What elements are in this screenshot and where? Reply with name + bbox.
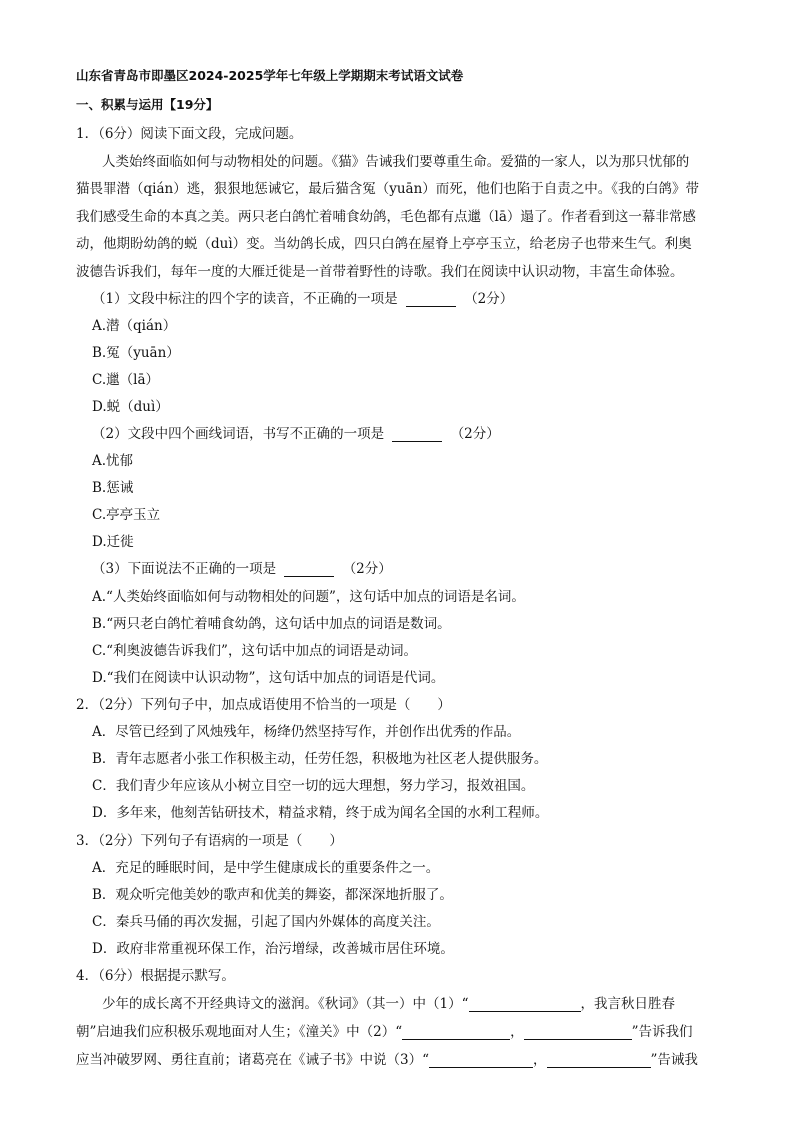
dictation-blank-1[interactable]: [469, 997, 581, 1012]
dictation-text: ”告诫我: [650, 1052, 698, 1068]
sub-question-1-score: （2分）: [464, 291, 514, 307]
passage-line-2: 猫畏罪潜（qián）逃，狠狠地惩诫它，最后猫含冤（yuān）而死，他们也陷于自责之中。《我的白鸽》带: [76, 181, 700, 197]
option-a: A.“人类始终面临如何与动物相处的问题”，这句话中加点的词语是名词。: [92, 589, 525, 605]
option-d: D.“我们在阅读中认识动物”，这句话中加点的词语是代词。: [92, 670, 445, 686]
sub-question-1: [92, 287, 513, 307]
option-d: D．多年来，他刻苦钻研技术，精益求精，终于成为闻名全国的水利工程师。: [92, 805, 549, 821]
sub-question-3-stem: （3）下面说法不正确的一项是: [92, 561, 277, 577]
option-b: B.惩诫: [92, 480, 134, 496]
question-3-stem: 3．（2分）下列句子有语病的一项是（ ）: [76, 833, 343, 849]
option-a: A.忧郁: [92, 453, 134, 469]
dictation-text: ，我言秋日胜春: [580, 996, 675, 1012]
dictation-blank-2a[interactable]: [402, 1025, 510, 1040]
option-c: C.邋（lā）: [92, 372, 160, 388]
option-d: D.迁徙: [92, 534, 134, 550]
option-a: A．尽管已经到了风烛残年，杨绛仍然坚持写作，并创作出优秀的作品。: [92, 724, 521, 740]
document-title: 山东省青岛市即墨区2024-2025学年七年级上学期期末考试语文试卷: [76, 68, 464, 83]
dictation-line-2: [76, 1020, 693, 1040]
option-c: C．我们青少年应该从小树立目空一切的远大理想，努力学习，报效祖国。: [92, 778, 535, 794]
dictation-text: 朝”启迪我们应积极乐观地面对人生；《潼关》中（2）“: [76, 1024, 403, 1040]
option-a: A．充足的睡眠时间，是中学生健康成长的重要条件之一。: [92, 860, 440, 876]
option-d: D.蜕（duì）: [92, 399, 169, 415]
dictation-line-3: [76, 1048, 698, 1068]
dictation-blank-3b[interactable]: [547, 1053, 651, 1068]
option-a: A.潜（qián）: [92, 318, 177, 334]
sub-question-2-score: （2分）: [450, 426, 500, 442]
dictation-text: ”告诉我们: [631, 1024, 693, 1040]
option-b: B.冤（yuān）: [92, 345, 180, 361]
dictation-text: 应当冲破罗网、勇往直前；诸葛亮在《诫子书》中说（3）“: [76, 1052, 429, 1068]
answer-blank[interactable]: [406, 292, 456, 307]
dictation-text: ，: [533, 1052, 547, 1068]
option-c: C.亭亭玉立: [92, 507, 161, 523]
option-b: B．青年志愿者小张工作积极主动，任劳任怨，积极地为社区老人提供服务。: [92, 751, 548, 767]
answer-blank[interactable]: [392, 427, 442, 442]
option-c: C．秦兵马俑的再次发掘，引起了国内外媒体的高度关注。: [92, 914, 440, 930]
sub-question-1-stem: （1）文段中标注的四个字的读音，不正确的一项是: [92, 291, 398, 307]
dictation-blank-2b[interactable]: [524, 1025, 632, 1040]
answer-blank[interactable]: [284, 562, 334, 577]
dictation-text: 少年的成长离不开经典诗文的滋润。《秋词》（其一）中（1）“: [102, 996, 469, 1012]
option-b: B.“两只老白鸽忙着哺食幼鸽，这句话中加点的词语是数词。: [92, 616, 451, 632]
option-c: C.“利奥波德告诉我们”，这句话中加点的词语是动词。: [92, 643, 417, 659]
question-4-stem: 4．（6分）根据提示默写。: [76, 968, 235, 984]
dictation-blank-3a[interactable]: [429, 1053, 533, 1068]
section-heading: 一、积累与运用【19分】: [76, 97, 219, 112]
sub-question-2-stem: （2）文段中四个画线词语，书写不正确的一项是: [92, 426, 385, 442]
option-b: B．观众听完他美妙的歌声和优美的舞姿，都深深地折服了。: [92, 887, 453, 903]
sub-question-3: [92, 557, 392, 577]
passage-line-1: 人类始终面临如何与动物相处的问题。《猫》告诫我们要尊重生命。爱猫的一家人，以为那只忧郁的: [102, 154, 690, 170]
sub-question-2: [92, 422, 500, 442]
question-2-stem: 2．（2分）下列句子中，加点成语使用不恰当的一项是（ ）: [76, 697, 451, 713]
question-1-stem: 1．（6分）阅读下面文段，完成问题。: [76, 126, 303, 142]
passage-line-4: 动，他期盼幼鸽的蜕（duì）变。当幼鸽长成，四只白鸽在屋脊上亭亭玉立，给老房子也带来生气。利奥: [76, 236, 692, 252]
option-d: D．政府非常重视环保工作，治污增绿，改善城市居住环境。: [92, 941, 454, 957]
dictation-text: ，: [510, 1024, 524, 1040]
passage-line-5: 波德告诉我们，每年一度的大雁迁徙是一首带着野性的诗歌。我们在阅读中认识动物，丰富生命体验。: [76, 264, 684, 280]
passage-line-3: 我们感受生命的本真之美。两只老白鸽忙着哺食幼鸽，毛色都有点邋（lā）遢了。作者看到这一幕非常感: [76, 209, 696, 225]
sub-question-3-score: （2分）: [342, 561, 392, 577]
dictation-line-1: [102, 992, 675, 1012]
